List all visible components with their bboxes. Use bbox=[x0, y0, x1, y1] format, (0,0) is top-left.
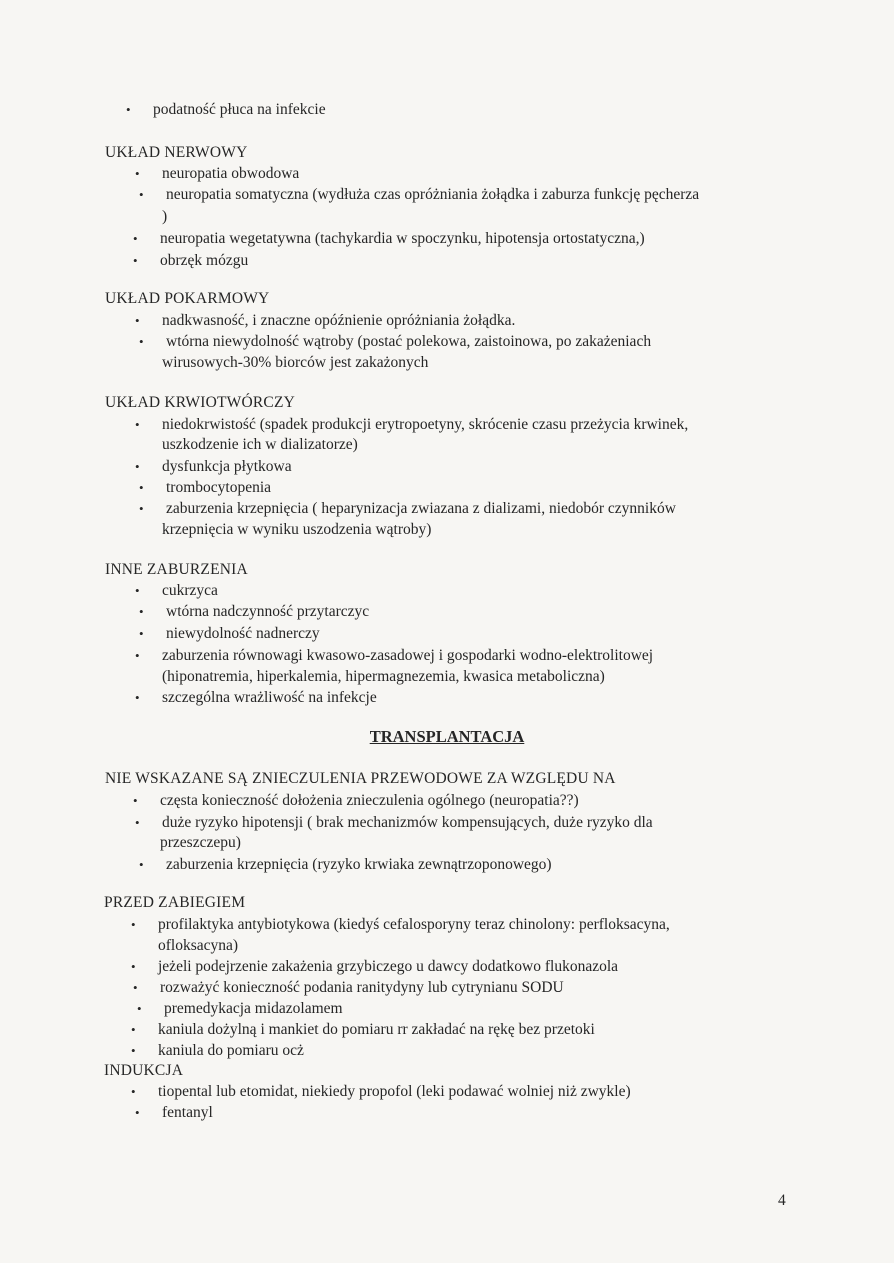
section-heading-before-surgery: PRZED ZABIEGIEM bbox=[104, 894, 246, 911]
list-item: • częsta konieczność dołożenia znieczulenia ogólnego (neuropatia??) bbox=[160, 791, 579, 811]
section-heading-induction: INDUKCJA bbox=[104, 1062, 184, 1079]
list-item: • kaniula do pomiaru ocż bbox=[158, 1041, 304, 1061]
list-item: • nadkwasność, i znaczne opóźnienie opróżniania żołądka. bbox=[162, 311, 515, 331]
list-item: • wtórna nadczynność przytarczyc bbox=[166, 602, 369, 622]
list-item: • jeżeli podejrzenie zakażenia grzybiczego u dawcy dodatkowo flukonazola bbox=[158, 957, 618, 977]
section-heading-hematopoietic-system: UKŁAD KRWIOTWÓRCZY bbox=[105, 394, 296, 411]
list-item: • neuropatia obwodowa bbox=[162, 164, 299, 184]
list-item: • premedykacja midazolamem bbox=[164, 999, 343, 1019]
list-item-continuation: wirusowych-30% biorców jest zakażonych bbox=[162, 354, 429, 371]
list-item-continuation: krzepnięcia w wyniku uszodzenia wątroby) bbox=[162, 521, 432, 538]
section-heading-digestive-system: UKŁAD POKARMOWY bbox=[105, 290, 270, 307]
list-item-continuation: (hiponatremia, hiperkalemia, hipermagnezemia, kwasica metaboliczna) bbox=[162, 668, 605, 685]
list-item: • wtórna niewydolność wątroby (postać polekowa, zaistoinowa, po zakażeniach bbox=[166, 332, 651, 352]
list-item: • cukrzyca bbox=[162, 581, 218, 601]
list-item-continuation: ) bbox=[162, 208, 168, 225]
list-item: • zaburzenia krzepnięcia (ryzyko krwiaka zewnątrzoponowego) bbox=[166, 855, 552, 875]
list-item: • obrzęk mózgu bbox=[160, 251, 248, 271]
section-heading-contraindications: NIE WSKAZANE SĄ ZNIECZULENIA PRZEWODOWE ZA WZGLĘDU NA bbox=[105, 770, 616, 787]
list-item: • tiopental lub etomidat, niekiedy propofol (leki podawać wolniej niż zwykle) bbox=[158, 1082, 631, 1102]
list-item: • duże ryzyko hipotensji ( brak mechanizmów kompensujących, duże ryzyko dla bbox=[162, 813, 653, 833]
list-item: • profilaktyka antybiotykowa (kiedyś cefalosporyny teraz chinolony: perfloksacyna, bbox=[158, 915, 670, 935]
list-item: • rozważyć konieczność podania ranitydyny lub cytrynianu SODU bbox=[160, 978, 564, 998]
list-item: • fentanyl bbox=[162, 1103, 213, 1123]
list-item: • niedokrwistość (spadek produkcji erytropoetyny, skrócenie czasu przeżycia krwinek, bbox=[162, 415, 688, 435]
list-item-continuation: ofloksacyna) bbox=[158, 937, 239, 954]
page-number: 4 bbox=[778, 1192, 786, 1209]
list-item: • kaniula dożylną i mankiet do pomiaru rr zakładać na rękę bez przetoki bbox=[158, 1020, 595, 1040]
list-item: • neuropatia wegetatywna (tachykardia w spoczynku, hipotensja ortostatyczna,) bbox=[160, 229, 645, 249]
section-heading-nervous-system: UKŁAD NERWOWY bbox=[105, 144, 248, 161]
list-item: • trombocytopenia bbox=[166, 478, 271, 498]
section-heading-other-disorders: INNE ZABURZENIA bbox=[105, 561, 248, 578]
list-item: • zaburzenia krzepnięcia ( heparynizacja zwiazana z dializami, niedobór czynników bbox=[166, 499, 676, 519]
list-item: • dysfunkcja płytkowa bbox=[162, 457, 292, 477]
list-item-continuation: przeszczepu) bbox=[160, 834, 241, 851]
list-item: • szczególna wrażliwość na infekcje bbox=[162, 688, 377, 708]
list-item: • neuropatia somatyczna (wydłuża czas opróżniania żołądka i zaburza funkcję pęcherza bbox=[166, 185, 699, 205]
list-item-continuation: uszkodzenie ich w dializatorze) bbox=[162, 436, 358, 453]
list-item: • zaburzenia równowagi kwasowo-zasadowej i gospodarki wodno-elektrolitowej bbox=[162, 646, 653, 666]
page-title: TRANSPLANTACJA bbox=[369, 727, 525, 746]
list-item: • niewydolność nadnerczy bbox=[166, 624, 320, 644]
list-item: • podatność płuca na infekcie bbox=[153, 100, 326, 120]
